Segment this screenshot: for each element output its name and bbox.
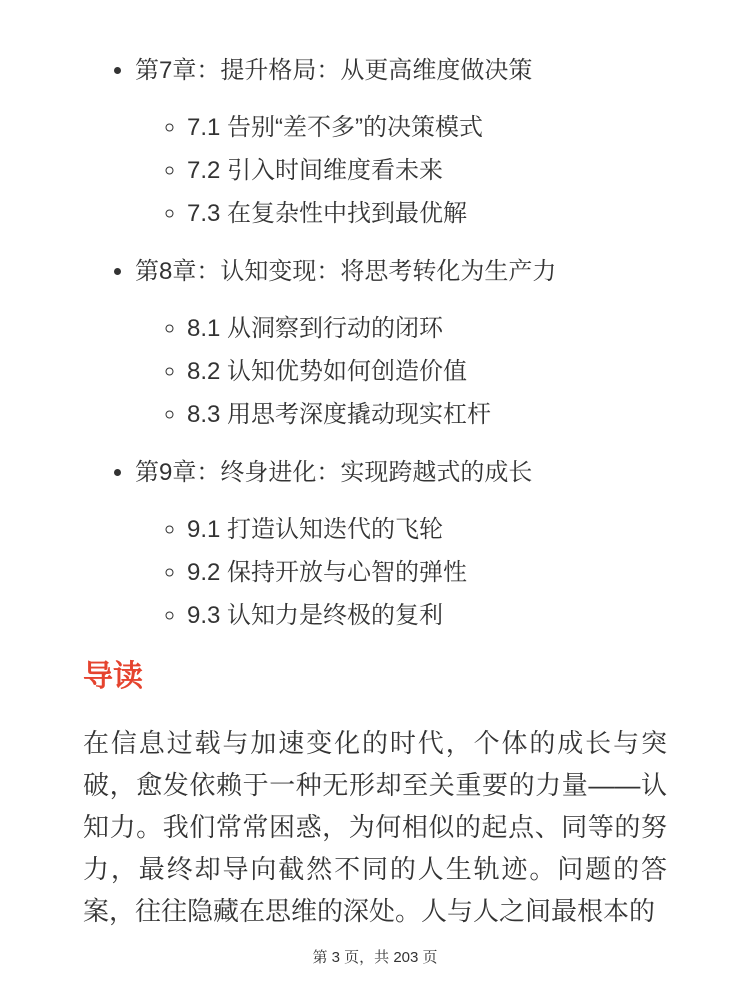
toc-section-9-3 <box>187 594 667 637</box>
toc-section-7-3 <box>187 192 667 235</box>
toc-chapter-9-label: 第9章：终身进化：实现跨越式的成长 <box>135 459 533 486</box>
toc-section-9-3-label: 9.3 认知力是终极的复利 <box>187 602 444 629</box>
toc-chapter-9 <box>135 458 667 637</box>
toc-section-9-1 <box>187 508 667 551</box>
toc-chapter-7-sections <box>135 106 667 235</box>
toc-chapter-8-label: 第8章：认知变现：将思考转化为生产力 <box>135 258 557 285</box>
toc-section-7-3-label: 7.3 在复杂性中找到最优解 <box>187 200 468 227</box>
toc-section-7-1-label: 7.1 告别“差不多”的决策模式 <box>187 114 484 141</box>
reading-guide-paragraph: 在信息过载与加速变化的时代，个体的成长与突破，愈发依赖于一种无形却至关重要的力量——认知力。我们常常困惑，为何相似的起点、同等的努力，最终却导向截然不同的人生轨迹。问题的答案，往往隐藏在思维的深处。人与人之间最根本的 <box>83 728 667 926</box>
toc-section-8-3-label: 8.3 用思考深度撬动现实杠杆 <box>187 401 492 428</box>
toc-section-9-1-label: 9.1 打造认知迭代的飞轮 <box>187 516 444 543</box>
reading-guide-heading: 导读 <box>83 660 143 693</box>
toc-chapter-9-sections <box>135 508 667 637</box>
toc-section-8-3 <box>187 393 667 436</box>
toc-chapter-8 <box>135 257 667 436</box>
toc-section-8-1-label: 8.1 从洞察到行动的闭环 <box>187 315 444 342</box>
toc-section-8-2-label: 8.2 认知优势如何创造价值 <box>187 358 468 385</box>
toc-section-9-2 <box>187 551 667 594</box>
toc-section-9-2-label: 9.2 保持开放与心智的弹性 <box>187 559 468 586</box>
toc-chapter-7 <box>135 56 667 235</box>
toc-section-8-2 <box>187 350 667 393</box>
toc-chapter-7-label: 第7章：提升格局：从更高维度做决策 <box>135 57 533 84</box>
page-number-indicator: 第 3 页，共 203 页 <box>312 949 438 966</box>
toc-section-7-2-label: 7.2 引入时间维度看未来 <box>187 157 444 184</box>
toc-list <box>83 56 667 637</box>
toc-section-8-1 <box>187 307 667 350</box>
toc-section-7-2 <box>187 149 667 192</box>
toc-section-7-1 <box>187 106 667 149</box>
toc-chapter-8-sections <box>135 307 667 436</box>
